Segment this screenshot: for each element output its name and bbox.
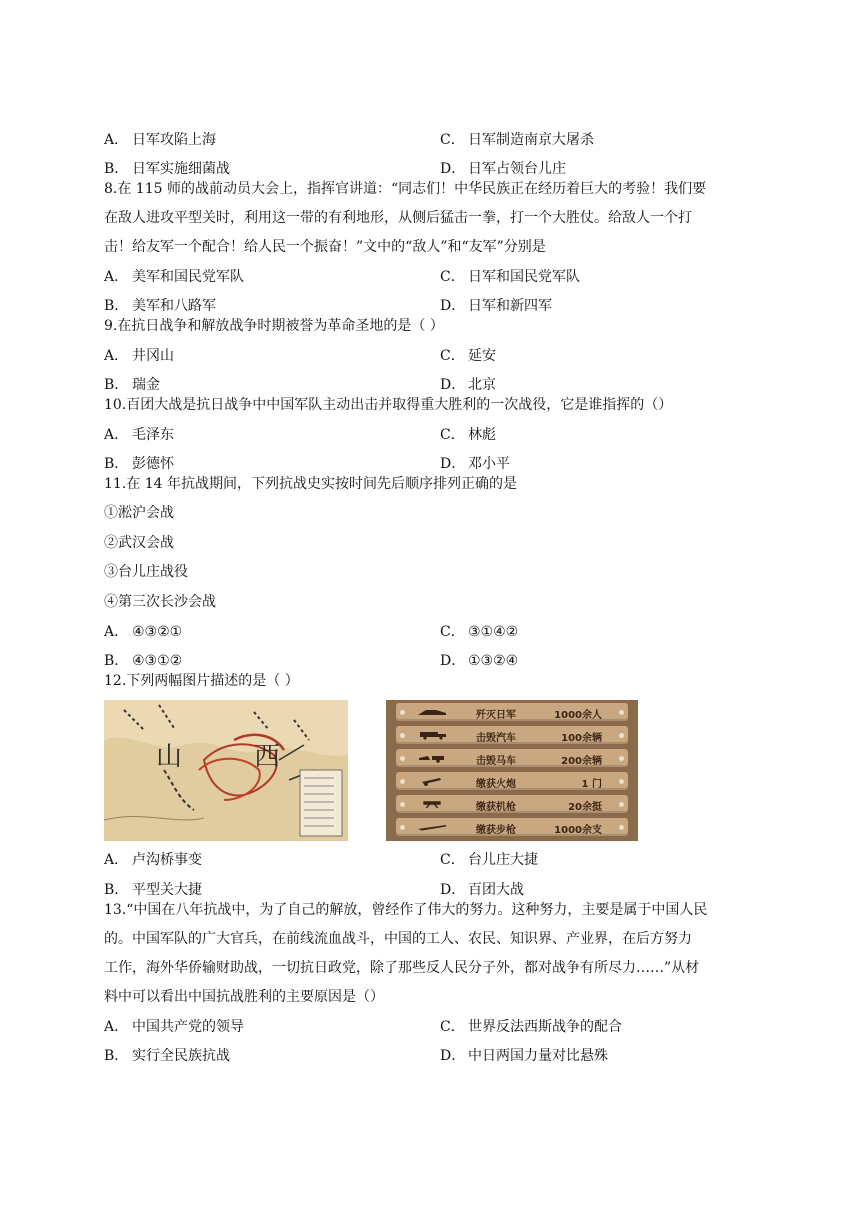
q8-stem-line-2: 在敌人进攻平型关时，利用这一带的有利地形，从侧后猛击一拳，打一个大胜仗。给敌人一个打 — [104, 210, 692, 226]
q13-option-a: A． 中国共产党的领导 — [104, 1019, 244, 1035]
board-label: 击毁马车 — [476, 756, 516, 767]
q13-stem-line-2: 的。中国军队的广大官兵，在前线流血战斗，中国的工人、农民、知识界、产业界，在后方努力 — [104, 931, 692, 947]
q9-option-c: C． 延安 — [440, 348, 496, 364]
soldier-icon — [416, 707, 450, 717]
q8-option-a: A． 美军和国民党军队 — [104, 269, 244, 285]
board-label: 缴获步枪 — [476, 825, 516, 836]
q8-stem-line-1: 8.在 115 师的战前动员大会上，指挥官讲道：“同志们！中华民族正在经历着巨大的考验！我们要 — [104, 181, 707, 197]
map-label-xi: 西 — [254, 742, 281, 772]
q8-stem-line-3: 击！给友军一个配合！给人民一个振奋！”文中的“敌人”和“友军”分别是 — [104, 239, 546, 255]
board-value: 1000余人 — [554, 710, 602, 721]
q12-option-c: C． 台儿庄大捷 — [440, 852, 538, 868]
q11-option-a: A． ④③②① — [104, 624, 183, 640]
q8-option-c: C． 日军和国民党军队 — [440, 269, 580, 285]
map-label-shan: 山 — [156, 742, 183, 772]
q11-item-1: ①淞沪会战 — [104, 505, 174, 521]
board-label: 击毁汽车 — [476, 733, 516, 744]
q9-option-d: D． 北京 — [440, 377, 496, 393]
q11-stem: 11.在 14 年抗战期间，下列抗战史实按时间先后顺序排列正确的是 — [104, 476, 517, 492]
q13-stem-line-4: 料中可以看出中国抗战胜利的主要原因是（） — [104, 989, 384, 1005]
q13-option-b: B． 实行全民族抗战 — [104, 1048, 230, 1064]
q11-item-2: ②武汉会战 — [104, 535, 174, 551]
board-value: 200余辆 — [561, 756, 602, 767]
horse-cart-icon — [416, 753, 450, 763]
q10-option-d: D． 邓小平 — [440, 456, 510, 472]
q10-option-b: B． 彭德怀 — [104, 456, 174, 472]
board-value: 1000余支 — [554, 825, 602, 836]
q13-option-c: C． 世界反法西斯战争的配合 — [440, 1019, 622, 1035]
board-row — [396, 795, 628, 813]
battle-map-image — [104, 700, 348, 841]
machine-gun-icon — [416, 799, 450, 809]
q11-item-4: ④第三次长沙会战 — [104, 594, 216, 610]
board-row — [396, 703, 628, 721]
q9-stem: 9.在抗日战争和解放战争时期被誉为革命圣地的是（ ） — [104, 318, 444, 334]
q8-option-d: D． 日军和新四军 — [440, 298, 552, 314]
q10-option-a: A． 毛泽东 — [104, 427, 174, 443]
q7-option-c: C． 日军制造南京大屠杀 — [440, 132, 594, 148]
q12-option-d: D． 百团大战 — [440, 882, 524, 898]
cannon-icon — [416, 776, 450, 786]
q11-option-c: C． ③①④② — [440, 624, 519, 640]
q13-stem-line-3: 工作，海外华侨输财助战，一切抗日政党，除了那些反人民分子外，都对战争有所尽力……”从材 — [104, 960, 700, 976]
q12-stem: 12.下列两幅图片描述的是（ ） — [104, 673, 299, 689]
board-value: 1 门 — [581, 779, 602, 790]
board-row — [396, 818, 628, 836]
q12-option-b: B． 平型关大捷 — [104, 882, 202, 898]
board-row — [396, 749, 628, 767]
q7-option-a: A． 日军攻陷上海 — [104, 132, 216, 148]
board-label: 歼灭日军 — [476, 710, 516, 721]
q7-option-d: D． 日军占领台儿庄 — [440, 161, 566, 177]
board-label: 缴获火炮 — [476, 779, 516, 790]
board-row — [396, 726, 628, 744]
q10-stem: 10.百团大战是抗日战争中中国军队主动出击并取得重大胜利的一次战役，它是谁指挥的（） — [104, 397, 673, 413]
q11-item-3: ③台儿庄战役 — [104, 564, 188, 580]
board-label: 缴获机枪 — [476, 802, 516, 813]
board-value: 20余挺 — [568, 802, 602, 813]
q11-option-d: D． ①③②④ — [440, 653, 519, 669]
q7-option-b: B． 日军实施细菌战 — [104, 161, 230, 177]
q13-stem-line-1: 13.“中国在八年抗战中，为了自己的解放，曾经作了伟大的努力。这种努力，主要是属于中国人民 — [104, 902, 708, 918]
q10-option-c: C． 林彪 — [440, 427, 496, 443]
q12-option-a: A． 卢沟桥事变 — [104, 852, 202, 868]
rifle-icon — [416, 822, 450, 832]
q9-option-a: A． 井冈山 — [104, 348, 174, 364]
q11-option-b: B． ④③①② — [104, 653, 183, 669]
q13-option-d: D． 中日两国力量对比悬殊 — [440, 1048, 608, 1064]
q8-option-b: B． 美军和八路军 — [104, 298, 216, 314]
board-row — [396, 772, 628, 790]
battle-map-drawing — [104, 700, 348, 841]
war-results-board-image — [386, 700, 638, 841]
truck-icon — [416, 730, 450, 740]
board-value: 100余辆 — [561, 733, 602, 744]
q9-option-b: B． 瑞金 — [104, 377, 160, 393]
